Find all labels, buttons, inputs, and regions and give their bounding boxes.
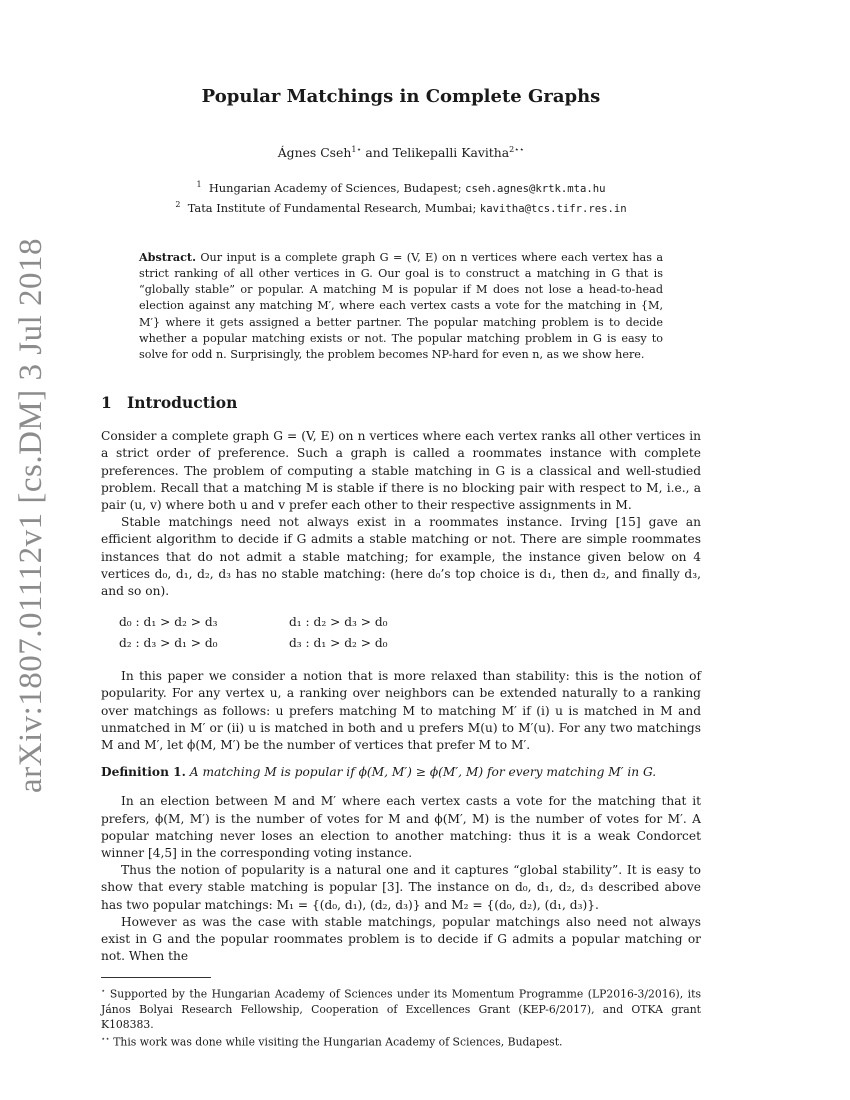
arxiv-identifier-stamp [8, 237, 54, 793]
author-separator: and [361, 145, 393, 161]
arxiv-identifier-text: arXiv:1807.01112v1 [cs.DM] 3 Jul 2018 [12, 237, 49, 793]
paper-page [101, 86, 701, 1050]
affiliation-1-email: cseh.agnes@krtk.mta.hu [465, 182, 606, 195]
author-1-mark: 1⋆ [351, 145, 362, 154]
paragraph-2: Stable matchings need not always exist in a roommates instance. Irving [15] gave an efficient algorithm to decide if G admits a stable matching or not. There are simple roommates instances that do not admit a stable matching; for example, the instance given below on 4 vertices d₀, d₁, d₂, d₃ has no stable matching: (here d₀’s top choice is d₁, then d₂, and finally d₃, and so on). [101, 515, 701, 598]
author-2-name: Telikepalli Kavitha [392, 145, 510, 161]
affiliation-1 [101, 177, 701, 197]
section-number: 1 [101, 393, 112, 413]
paper-title: Popular Matchings in Complete Graphs [201, 86, 601, 107]
footnote-2 [101, 1032, 701, 1050]
abstract-label: Abstract. [139, 249, 196, 264]
paragraph-4: In an election between M and M′ where each vertex casts a vote for the matching that it prefers, ϕ(M, M′) is the number of votes for M and ϕ(M′, M) is the number of votes for M′. A popular matching never loses an election to another matching: thus it is a weak Condorcet winner [4,5] in the corresponding voting instance. [101, 794, 701, 860]
footnote-2-text: This work was done while visiting the Hungarian Academy of Sciences, Budapest. [109, 1035, 563, 1049]
definition-label: Definition 1. [101, 765, 186, 780]
affiliation-2-email: kavitha@tcs.tifr.res.in [479, 202, 627, 215]
footnote-rule [101, 977, 211, 978]
affiliation-1-mark: 1 [196, 180, 202, 190]
definition-1 [101, 764, 701, 781]
preference-d0: d₀ : d₁ > d₂ > d₃ [119, 615, 218, 630]
affiliation-2-text: Tata Institute of Fundamental Research, Mumbai; [187, 200, 480, 215]
preference-d2: d₂ : d₃ > d₁ > d₀ [119, 636, 218, 651]
section-title: Introduction [127, 393, 238, 413]
affiliation-2-mark: 2 [175, 199, 181, 209]
author-1-name: Ágnes Cseh [277, 145, 352, 161]
footnote-2-mark: ⋆⋆ [101, 1035, 110, 1044]
paragraph-1: Consider a complete graph G = (V, E) on n vertices where each vertex ranks all other vertices in a strict order of preference. Such a graph is called a roommates instance with complete preferences. The problem of computing a stable matching in G is a classical and well-studied problem. Recall that a matching M is stable if there is no blocking pair with respect to M, i.e., a pair (u, v) where both u and v prefer each other to their respective assignments in M. [101, 429, 701, 512]
abstract-text: Our input is a complete graph G = (V, E) on n vertices where each vertex has a strict ranking of all other vertices in G. Our goal is to construct a matching in G that is “globally stable” or popular. A matching M is popular if M does not lose a head-to-head election against any matching M′, where each vertex casts a vote for the matching in {M, M′} where it gets assigned a better partner. The popular matching problem is to decide whether a popular matching exists or not. The popular matching problem in G is easy to solve for odd n. Surprisingly, the problem becomes NP-hard for even n, as we show here. [139, 250, 663, 361]
author-2-mark: 2⋆⋆ [509, 145, 525, 154]
definition-text: A matching M is popular if ϕ(M, M′) ≥ ϕ(M′, M) for every matching M′ in G. [185, 765, 657, 780]
affiliation-1-text: Hungarian Academy of Sciences, Budapest; [208, 180, 466, 195]
preference-lists [119, 614, 701, 652]
preference-d3: d₃ : d₁ > d₂ > d₀ [289, 636, 388, 651]
footnote-1-mark: ⋆ [101, 987, 106, 996]
paragraph-6: However as was the case with stable matchings, popular matchings also need not always exist in G and the popular roommates problem is to decide if G admits a popular matching or not. When the [101, 914, 701, 964]
affiliations [101, 177, 701, 217]
footnote-1-text: Supported by the Hungarian Academy of Sciences under its Momentum Programme (LP2016-3/2016), its János Bolyai Research Fellowship, Cooperation of Excellences Grant (KEP-6/2017), and OTKA grant K108383. [101, 988, 701, 1032]
section-heading [101, 393, 701, 412]
footnote-1 [101, 984, 701, 1032]
preference-d1: d₁ : d₂ > d₃ > d₀ [289, 615, 388, 630]
author-line [101, 145, 701, 160]
abstract [139, 249, 663, 363]
paragraph-5: Thus the notion of popularity is a natural one and it captures “global stability”. It is easy to show that every stable matching is popular [3]. The instance on d₀, d₁, d₂, d₃ described above has two popular matchings: M₁ = {(d₀, d₁), (d₂, d₃)} and M₂ = {(d₀, d₂), (d₁, d₃)}. [101, 863, 701, 912]
affiliation-2 [101, 197, 701, 217]
paragraph-3: In this paper we consider a notion that is more relaxed than stability: this is the notion of popularity. For any vertex u, a ranking over neighbors can be extended naturally to a ranking over matchings as follows: u prefers matching M to matching M′ if (i) u is matched in M and unmatched in M′ or (ii) u is matched in both and u prefers M(u) to M′(u). For any two matchings M and M′, let ϕ(M, M′) be the number of vertices that prefer M to M′. [101, 669, 701, 752]
